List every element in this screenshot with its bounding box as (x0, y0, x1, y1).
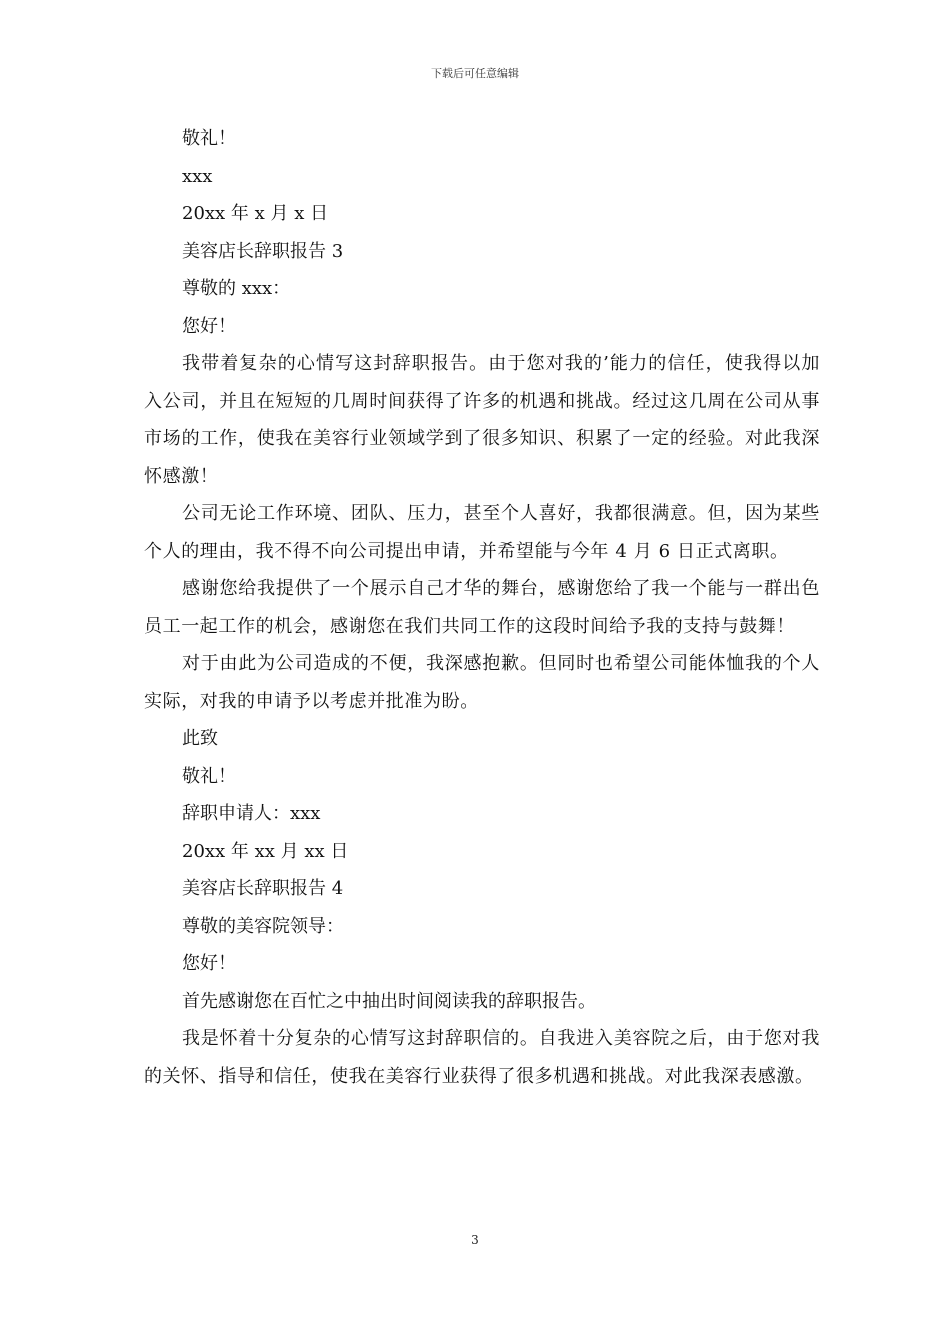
body-paragraph: 感谢您给我提供了一个展示自己才华的舞台，感谢您给了我一个能与一群出色员工一起工作的机会，感谢您在我们共同工作的这段时间给予我的支持与鼓舞！ (144, 578, 820, 637)
body-paragraph: 对于由此为公司造成的不便，我深感抱歉。但同时也希望公司能体恤我的个人实际，对我的申请予以考虑并批准为盼。 (144, 653, 820, 712)
body-line: 首先感谢您在百忙之中抽出时间阅读我的辞职报告。 (182, 990, 596, 1012)
signature-date: 20xx 年 xx 月 xx 日 (182, 840, 349, 862)
page-header: 下载后可任意编辑 (431, 67, 519, 80)
document-body (144, 120, 820, 1095)
section-title-4: 美容店长辞职报告 4 (182, 878, 344, 899)
greeting: 您好！ (182, 953, 236, 974)
signature-date: 20xx 年 x 月 x 日 (182, 203, 329, 224)
body-paragraph: 我带着复杂的心情写这封辞职报告。由于您对我的’能力的信任，使我得以加入公司，并且在短短的几周时间获得了许多的机遇和挑战。经过这几周在公司从事市场的工作，使我在美容行业领域学到了很多知识、积累了一定的经验。对此我深怀感激！ (144, 353, 820, 487)
closing-phrase: 此致 (182, 728, 218, 749)
closing-salutation: 敬礼！ (182, 128, 236, 149)
body-paragraph: 公司无论工作环境、团队、压力，甚至个人喜好，我都很满意。但，因为某些个人的理由，我不得不向公司提出申请，并希望能与今年 4 月 6 日正式离职。 (144, 503, 820, 562)
applicant-signature: 辞职申请人：xxx (182, 803, 321, 824)
addressee: 尊敬的 xxx： (182, 278, 291, 299)
greeting: 您好！ (182, 315, 236, 337)
body-paragraph: 我是怀着十分复杂的心情写这封辞职信的。自我进入美容院之后，由于您对我的关怀、指导和信任，使我在美容行业获得了很多机遇和挑战。对此我深表感激。 (144, 1028, 820, 1087)
closing-salutation: 敬礼！ (182, 765, 236, 787)
section-title-3: 美容店长辞职报告 3 (182, 240, 344, 262)
addressee: 尊敬的美容院领导： (182, 915, 344, 937)
signature-name: xxx (182, 165, 213, 187)
page-number: 3 (471, 1233, 479, 1247)
